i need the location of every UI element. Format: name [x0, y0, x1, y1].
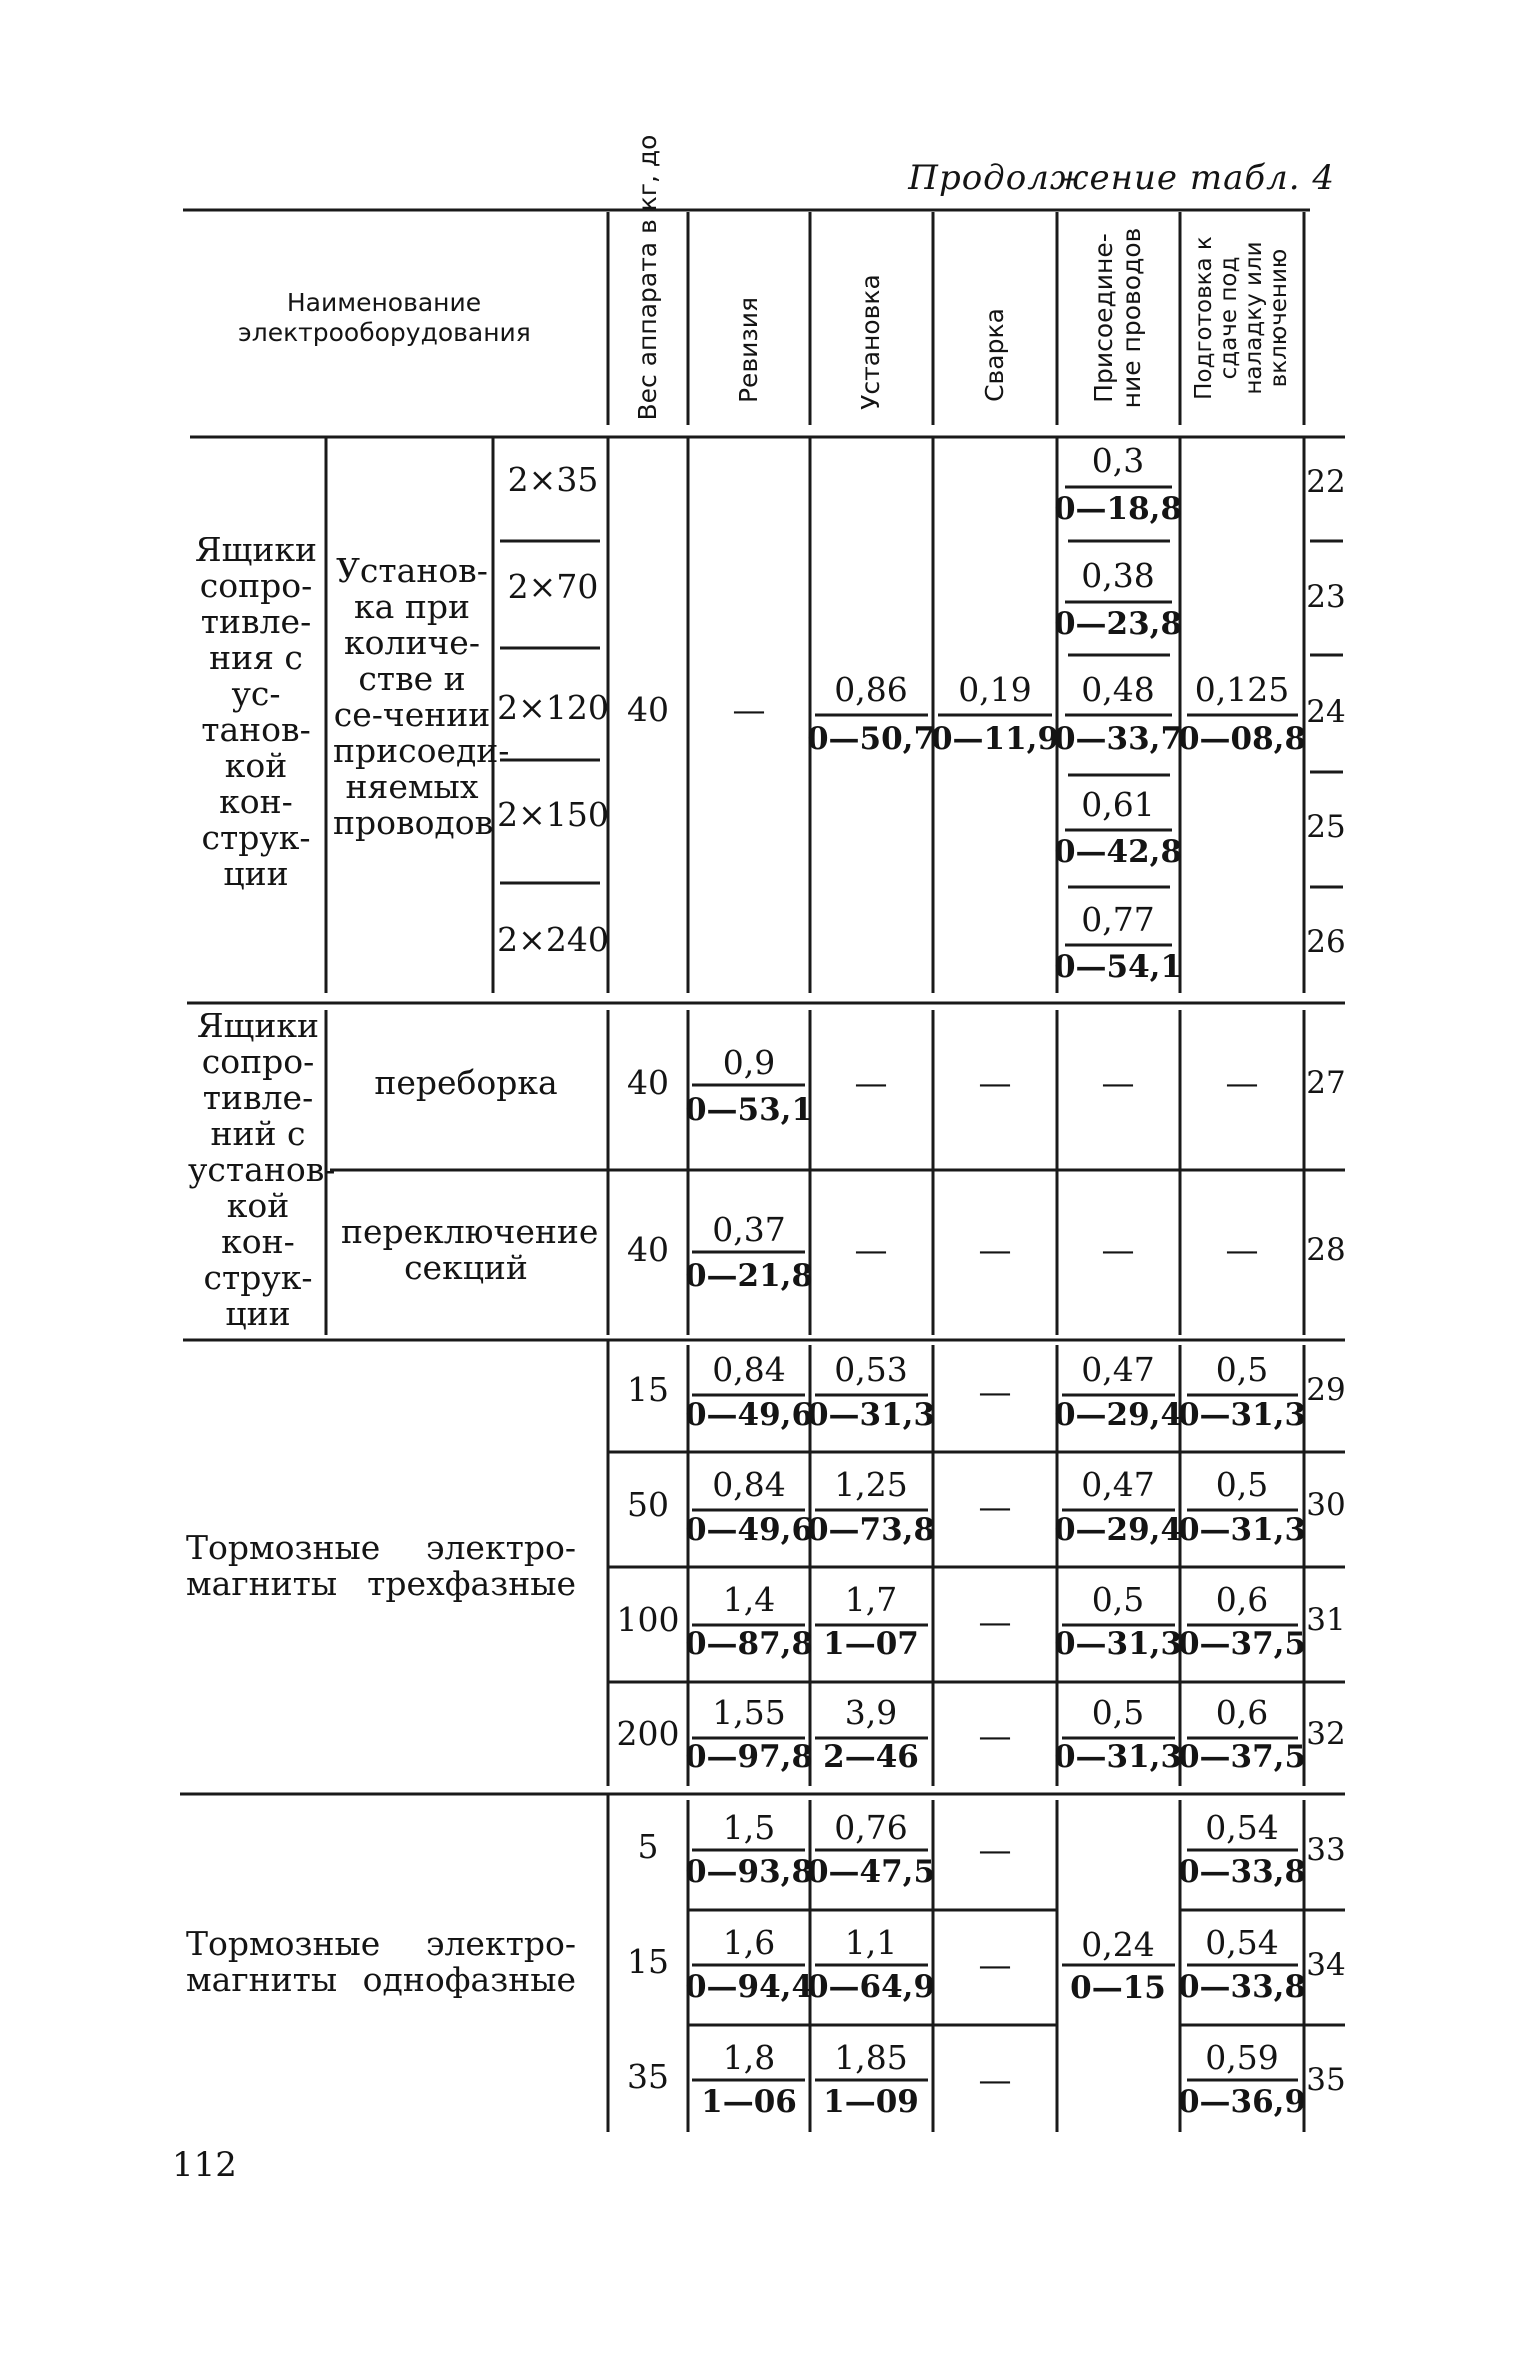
revision-numerator: 1,5	[722, 1808, 776, 1847]
welding-value: —	[978, 2060, 1012, 2099]
welding-numerator: 0,19	[958, 670, 1032, 709]
install-denominator: 0—47,5	[806, 1854, 936, 1890]
welding-value: —	[978, 1830, 1012, 1869]
weight-value: 35	[627, 2057, 669, 2096]
wires-denominator: 0—54,1	[1053, 949, 1183, 985]
header-install: Установка	[856, 274, 885, 410]
prep-numerator: 0,5	[1215, 1465, 1269, 1504]
install-denominator: 0—64,9	[806, 1969, 936, 2005]
group1-subname: Установ-ка при количе-стве и се-чении присоеди-няемых проводов	[333, 551, 510, 842]
wires-denominator: 0—23,8	[1053, 606, 1183, 642]
row-number: 29	[1306, 1372, 1346, 1408]
revision-denominator: 1—06	[701, 2084, 797, 2120]
install-denominator: 1—09	[823, 2084, 919, 2120]
weight-value: 50	[627, 1485, 669, 1524]
wires-denominator: 0—33,7	[1053, 721, 1183, 757]
welding-denominator: 0—11,9	[930, 721, 1060, 757]
install-numerator: 0,76	[834, 1808, 908, 1847]
row-number: 35	[1306, 2062, 1346, 2098]
prep-value: —	[1225, 1230, 1259, 1269]
row-number: 25	[1306, 809, 1346, 845]
header-revision: Ревизия	[734, 296, 763, 404]
wires-numerator: 0,47	[1081, 1350, 1155, 1389]
revision-denominator: 0—49,6	[684, 1397, 814, 1433]
revision-denominator: 0—53,1	[684, 1092, 814, 1128]
operation-label: переборка	[374, 1063, 558, 1102]
welding-value: —	[978, 1602, 1012, 1641]
install-numerator: 1,1	[844, 1923, 898, 1962]
revision-numerator: 1,8	[722, 2038, 776, 2077]
prep-numerator: 0,54	[1205, 1923, 1279, 1962]
row-number: 28	[1306, 1232, 1346, 1268]
row-number: 26	[1306, 924, 1346, 960]
welding-value: —	[978, 1063, 1012, 1102]
welding-value: —	[978, 1716, 1012, 1755]
install-denominator: 0—31,3	[806, 1397, 936, 1433]
weight-value: 15	[627, 1370, 669, 1409]
wires-numerator: 0,5	[1091, 1580, 1145, 1619]
prep-numerator: 0,54	[1205, 1808, 1279, 1847]
wires-denominator: 0—15	[1070, 1970, 1166, 2006]
prep-denominator: 0—08,8	[1177, 721, 1307, 757]
revision-denominator: 0—94,4	[684, 1969, 814, 2005]
revision-denominator: 0—93,8	[684, 1854, 814, 1890]
install-numerator: 0,86	[834, 670, 908, 709]
group2-name: Ящики сопро-тивле-ний с установ-кой кон-струк-ции	[188, 1006, 336, 1333]
revision-numerator: 0,9	[722, 1043, 776, 1082]
prep-numerator: 0,5	[1215, 1350, 1269, 1389]
wires-value: —	[1101, 1063, 1135, 1102]
wires-denominator: 0—31,3	[1053, 1739, 1183, 1775]
prep-denominator: 0—37,5	[1177, 1739, 1307, 1775]
row-number: 32	[1306, 1716, 1346, 1752]
row-number: 34	[1306, 1947, 1346, 1983]
revision-numerator: 1,4	[722, 1580, 776, 1619]
weight-value: 15	[627, 1942, 669, 1981]
wires-numerator: 0,3	[1091, 441, 1145, 480]
weight-value: 40	[627, 690, 669, 729]
header-prep: Подготовка к сдаче под наладку или включению	[1191, 236, 1292, 400]
wires-denominator: 0—29,4	[1053, 1512, 1183, 1548]
install-numerator: 0,53	[834, 1350, 908, 1389]
header-welding: Сварка	[980, 308, 1009, 402]
section-label: 2×240	[497, 920, 609, 959]
prep-numerator: 0,125	[1194, 670, 1290, 709]
welding-value: —	[978, 1372, 1012, 1411]
row-number: 33	[1306, 1832, 1346, 1868]
revision-denominator: 0—49,6	[684, 1512, 814, 1548]
section-label: 2×70	[507, 567, 599, 606]
group4-name: Тормозные электро-магниты однофазные	[186, 1924, 576, 1999]
wires-numerator: 0,24	[1081, 1925, 1155, 1964]
header-weight: Вес аппарата в кг, до	[633, 134, 662, 421]
revision-denominator: 0—21,8	[684, 1258, 814, 1294]
prep-numerator: 0,59	[1205, 2038, 1279, 2077]
install-numerator: 1,25	[834, 1465, 908, 1504]
prep-denominator: 0—36,9	[1177, 2084, 1307, 2120]
revision-denominator: 0—87,8	[684, 1626, 814, 1662]
wires-value: —	[1101, 1230, 1135, 1269]
install-numerator: 1,7	[844, 1580, 898, 1619]
prep-denominator: 0—37,5	[1177, 1626, 1307, 1662]
wires-numerator: 0,61	[1081, 785, 1155, 824]
group3-name: Тормозные электро-магниты трехфазные	[186, 1528, 576, 1603]
operation-label: переключение секций	[341, 1212, 599, 1287]
weight-value: 40	[627, 1063, 669, 1102]
revision-numerator: 0,84	[712, 1350, 786, 1389]
section-label: 2×120	[497, 688, 609, 727]
prep-denominator: 0—31,3	[1177, 1397, 1307, 1433]
header-name: Наименование электрооборудования	[238, 288, 531, 347]
group1-name: Ящики сопро-тивле-ния с ус-танов-кой кон-струк-ции	[195, 530, 317, 893]
welding-value: —	[978, 1487, 1012, 1526]
weight-value: 5	[637, 1827, 659, 1866]
wires-denominator: 0—29,4	[1053, 1397, 1183, 1433]
install-value: —	[854, 1230, 888, 1269]
row-number: 27	[1306, 1065, 1346, 1101]
install-denominator: 1—07	[823, 1626, 919, 1662]
row-number: 24	[1306, 694, 1346, 730]
welding-value: —	[978, 1945, 1012, 1984]
table-continuation-caption: Продолжение табл. 4	[908, 158, 1335, 198]
revision-value: —	[732, 690, 766, 729]
install-numerator: 1,85	[834, 2038, 908, 2077]
wires-numerator: 0,47	[1081, 1465, 1155, 1504]
wires-numerator: 0,38	[1081, 556, 1155, 595]
install-denominator: 0—50,7	[806, 721, 936, 757]
revision-numerator: 1,6	[722, 1923, 776, 1962]
revision-numerator: 0,37	[712, 1210, 786, 1249]
prep-denominator: 0—33,8	[1177, 1969, 1307, 2005]
weight-value: 200	[616, 1714, 680, 1753]
install-denominator: 2—46	[823, 1739, 919, 1775]
wires-denominator: 0—18,8	[1053, 491, 1183, 527]
prep-numerator: 0,6	[1215, 1580, 1269, 1619]
section-label: 2×150	[497, 795, 609, 834]
weight-value: 100	[616, 1600, 680, 1639]
prep-value: —	[1225, 1063, 1259, 1102]
row-number: 23	[1306, 579, 1346, 615]
prep-denominator: 0—33,8	[1177, 1854, 1307, 1890]
wires-numerator: 0,77	[1081, 900, 1155, 939]
install-denominator: 0—73,8	[806, 1512, 936, 1548]
prep-denominator: 0—31,3	[1177, 1512, 1307, 1548]
row-number: 22	[1306, 464, 1346, 500]
weight-value: 40	[627, 1230, 669, 1269]
wires-denominator: 0—31,3	[1053, 1626, 1183, 1662]
revision-numerator: 0,84	[712, 1465, 786, 1504]
page-number: 112	[172, 2145, 237, 2185]
header-wires: Присоедине-ние проводов	[1089, 227, 1146, 409]
revision-numerator: 1,55	[712, 1693, 786, 1732]
section-label: 2×35	[507, 460, 599, 499]
row-number: 30	[1306, 1487, 1346, 1523]
wires-numerator: 0,5	[1091, 1693, 1145, 1732]
wires-denominator: 0—42,8	[1053, 834, 1183, 870]
install-numerator: 3,9	[844, 1693, 898, 1732]
prep-numerator: 0,6	[1215, 1693, 1269, 1732]
row-number: 31	[1306, 1602, 1346, 1638]
install-value: —	[854, 1063, 888, 1102]
welding-value: —	[978, 1230, 1012, 1269]
revision-denominator: 0—97,8	[684, 1739, 814, 1775]
wires-numerator: 0,48	[1081, 670, 1155, 709]
